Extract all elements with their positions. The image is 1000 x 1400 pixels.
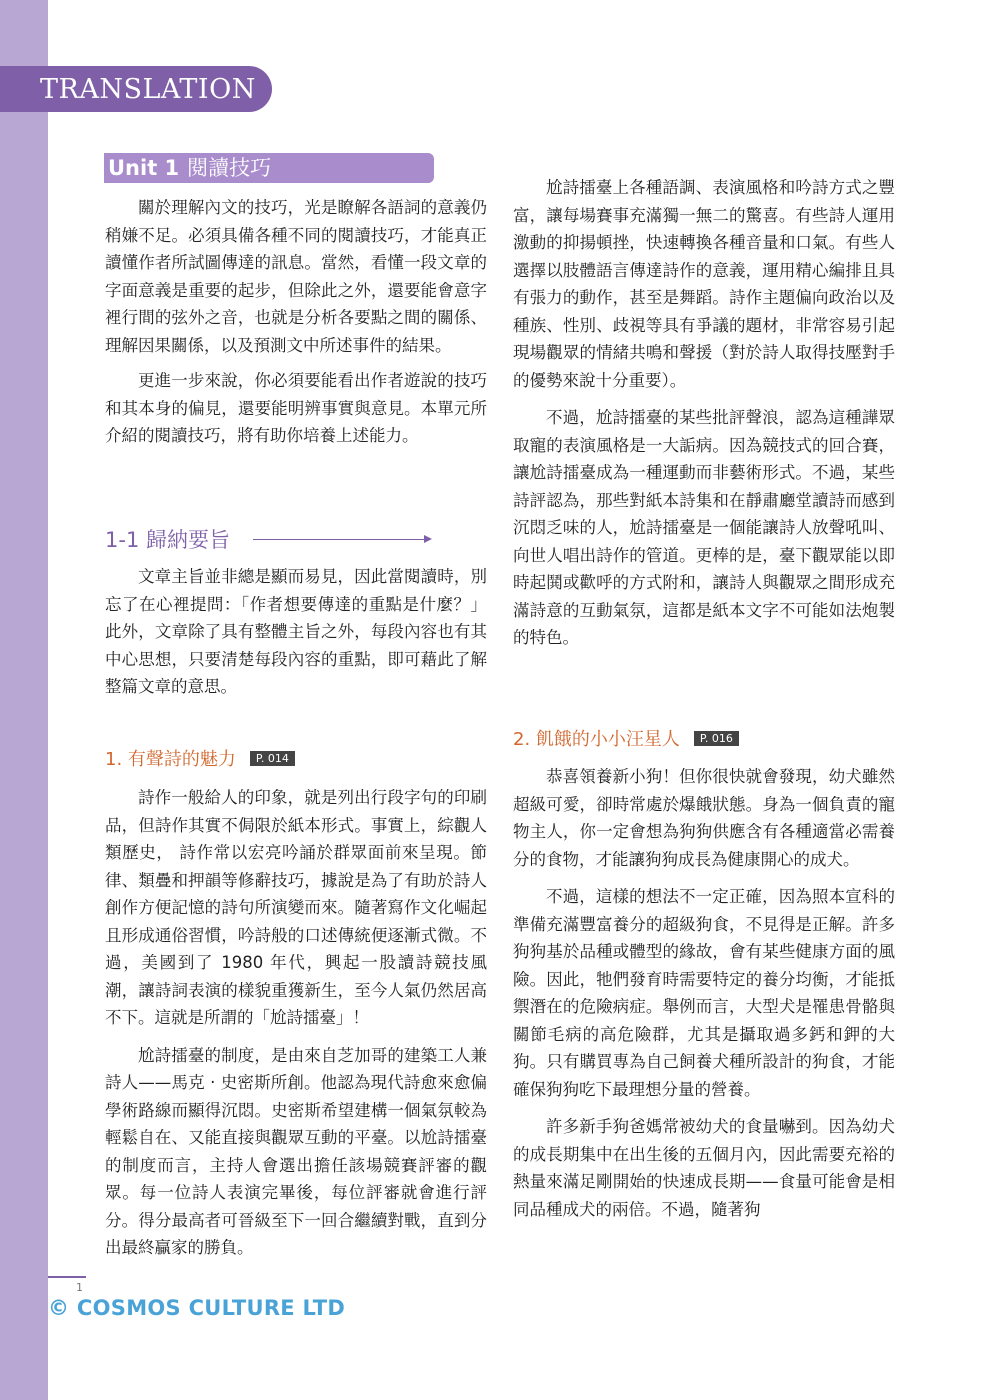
article2-page-badge: P. 016: [694, 731, 739, 746]
article2-paragraph: 恭喜領養新小狗！但你很快就會發現，幼犬雖然超級可愛，卻時常處於爆餓狀態。身為一個負責的寵物主人，你一定會想為狗狗供應含有各種適當必需養分的食物，才能讓狗狗成長為健康開心的成犬。: [513, 767, 895, 869]
unit-title: 閱讀技巧: [187, 156, 272, 180]
article1-paragraph: 不過，尬詩擂臺的某些批評聲浪，認為這種譁眾取寵的表演風格是一大詬病。因為競技式的回合賽，讓尬詩擂臺成為一種運動而非藝術形式。不過，某些詩評認為，那些對紙本詩集和在靜肅廳堂讀詩而感到沉悶乏味的人，尬詩擂臺是一個能讓詩人放聲吼叫、向世人唱出詩作的管道。更棒的是，臺下觀眾能以即時起鬨或歡呼的方式附和，讓詩人與觀眾之間形成充滿詩意的互動氣氛，這都是紙本文字不可能如法炮製的特色。: [513, 408, 895, 647]
article2-paragraph: 許多新手狗爸媽常被幼犬的食量嚇到。因為幼犬的成長期集中在出生後的五個月內，因此需要充裕的熱量來滿足剛開始的快速成長期——食量可能會是相同品種成犬的兩倍。不過，隨著狗: [513, 1117, 895, 1219]
intro-paragraph: 更進一步來說，你必須要能看出作者遊說的技巧和其本身的偏見，還要能明辨事實與意見。本單元所介紹的閱讀技巧，將有助你培養上述能力。: [105, 371, 487, 445]
intro-paragraph: 關於理解內文的技巧，光是瞭解各語詞的意義仍稍嫌不足。必須具備各種不同的閱讀技巧，才能真正讀懂作者所試圖傳達的訊息。當然，看懂一段文章的字面意義是重要的起步，但除此之外，還要能會意字裡行間的弦外之音，也就是分析各要點之間的關係、理解因果關係，以及預測文中所述事件的結果。: [105, 198, 487, 355]
article1-paragraph: 詩作一般給人的印象，就是列出行段字句的印刷品，但詩作其實不侷限於紙本形式。事實上，綜觀人類歷史， 詩作常以宏亮吟誦於群眾面前來呈現。節律、類疊和押韻等修辭技巧，據說是為了有助於詩人創作方便記憶的詩句所演變而來。隨著寫作文化崛起且形成通俗習慣，吟詩般的口述傳統便逐漸式微。不過，美國到了 1980 年代，興起一股讀詩競技風潮，讓詩詞表演的樣貌重獲新生，至今人氣仍然居高不下。這就是所謂的「尬詩擂臺」！: [105, 788, 487, 1027]
page-number: 1: [76, 1281, 83, 1294]
arrow-icon: [424, 535, 432, 543]
section-paragraph: 文章主旨並非總是顯而易見，因此當閱讀時，別忘了在心裡提問：「作者想要傳達的重點是什麼？」此外，文章除了具有整體主旨之外，每段內容也有其中心思想，只要清楚每段內容的重點，即可藉此了解整篇文章的意思。: [105, 567, 487, 696]
footer-rule: [48, 1276, 86, 1278]
unit-heading: [104, 153, 434, 183]
article2-heading: [513, 725, 739, 751]
article2-title: 2. 飢餓的小小汪星人: [513, 729, 680, 750]
page-header-title: TRANSLATION: [40, 74, 256, 105]
unit-number: Unit 1: [108, 156, 180, 180]
article1-paragraph: 尬詩擂臺的制度，是由來自芝加哥的建築工人兼詩人——馬克 ‧ 史密斯所創。他認為現代詩愈來愈偏學術路線而顯得沉悶。史密斯希望建構一個氣氛較為輕鬆自在、又能直接與觀眾互動的平臺。以尬詩擂臺的制度而言，主持人會選出擔任該場競賽評審的觀眾。每一位詩人表演完畢後，每位評審就會進行評分。得分最高者可晉級至下一回合繼續對戰，直到分出最終贏家的勝負。: [105, 1045, 487, 1257]
left-decorative-bar: [0, 0, 48, 1400]
article1-title: 1. 有聲詩的魅力: [105, 749, 236, 770]
section-heading-rule: [253, 539, 425, 540]
article2-text: [513, 763, 895, 1223]
article1-heading: [105, 745, 295, 771]
article2-paragraph: 不過，這樣的想法不一定正確，因為照本宣科的準備充滿豐富養分的超級狗食，不見得是正解。許多狗狗基於品種或體型的緣故，會有某些健康方面的風險。因此，牠們發育時需要特定的養分均衡，才能抵禦潛在的危險病症。舉例而言，大型犬是罹患骨骼與關節毛病的高危險群，尤其是攝取過多鈣和鉀的大狗。只有購買專為自己飼養犬種所設計的狗食，才能確保狗狗吃下最理想分量的營養。: [513, 887, 895, 1099]
article1-left-text: [105, 784, 487, 1262]
article1-page-badge: P. 014: [250, 751, 295, 766]
section-heading: 1-1 歸納要旨: [105, 528, 230, 552]
article1-right-text: [513, 174, 895, 652]
article1-paragraph: 尬詩擂臺上各種語調、表演風格和吟詩方式之豐富，讓每場賽事充滿獨一無二的驚喜。有些詩人運用激動的抑揚頓挫，快速轉換各種音量和口氣。有些人選擇以肢體語言傳達詩作的意義，運用精心編排且具有張力的動作，甚至是舞蹈。詩作主題偏向政治以及種族、性別、歧視等具有爭議的題材，非常容易引起現場觀眾的情緒共鳴和聲援（對於詩人取得技壓對手的優勢來說十分重要）。: [513, 178, 895, 390]
section-text: [105, 563, 487, 701]
copyright-watermark: © COSMOS CULTURE LTD: [48, 1296, 346, 1320]
intro-text: [105, 194, 487, 450]
